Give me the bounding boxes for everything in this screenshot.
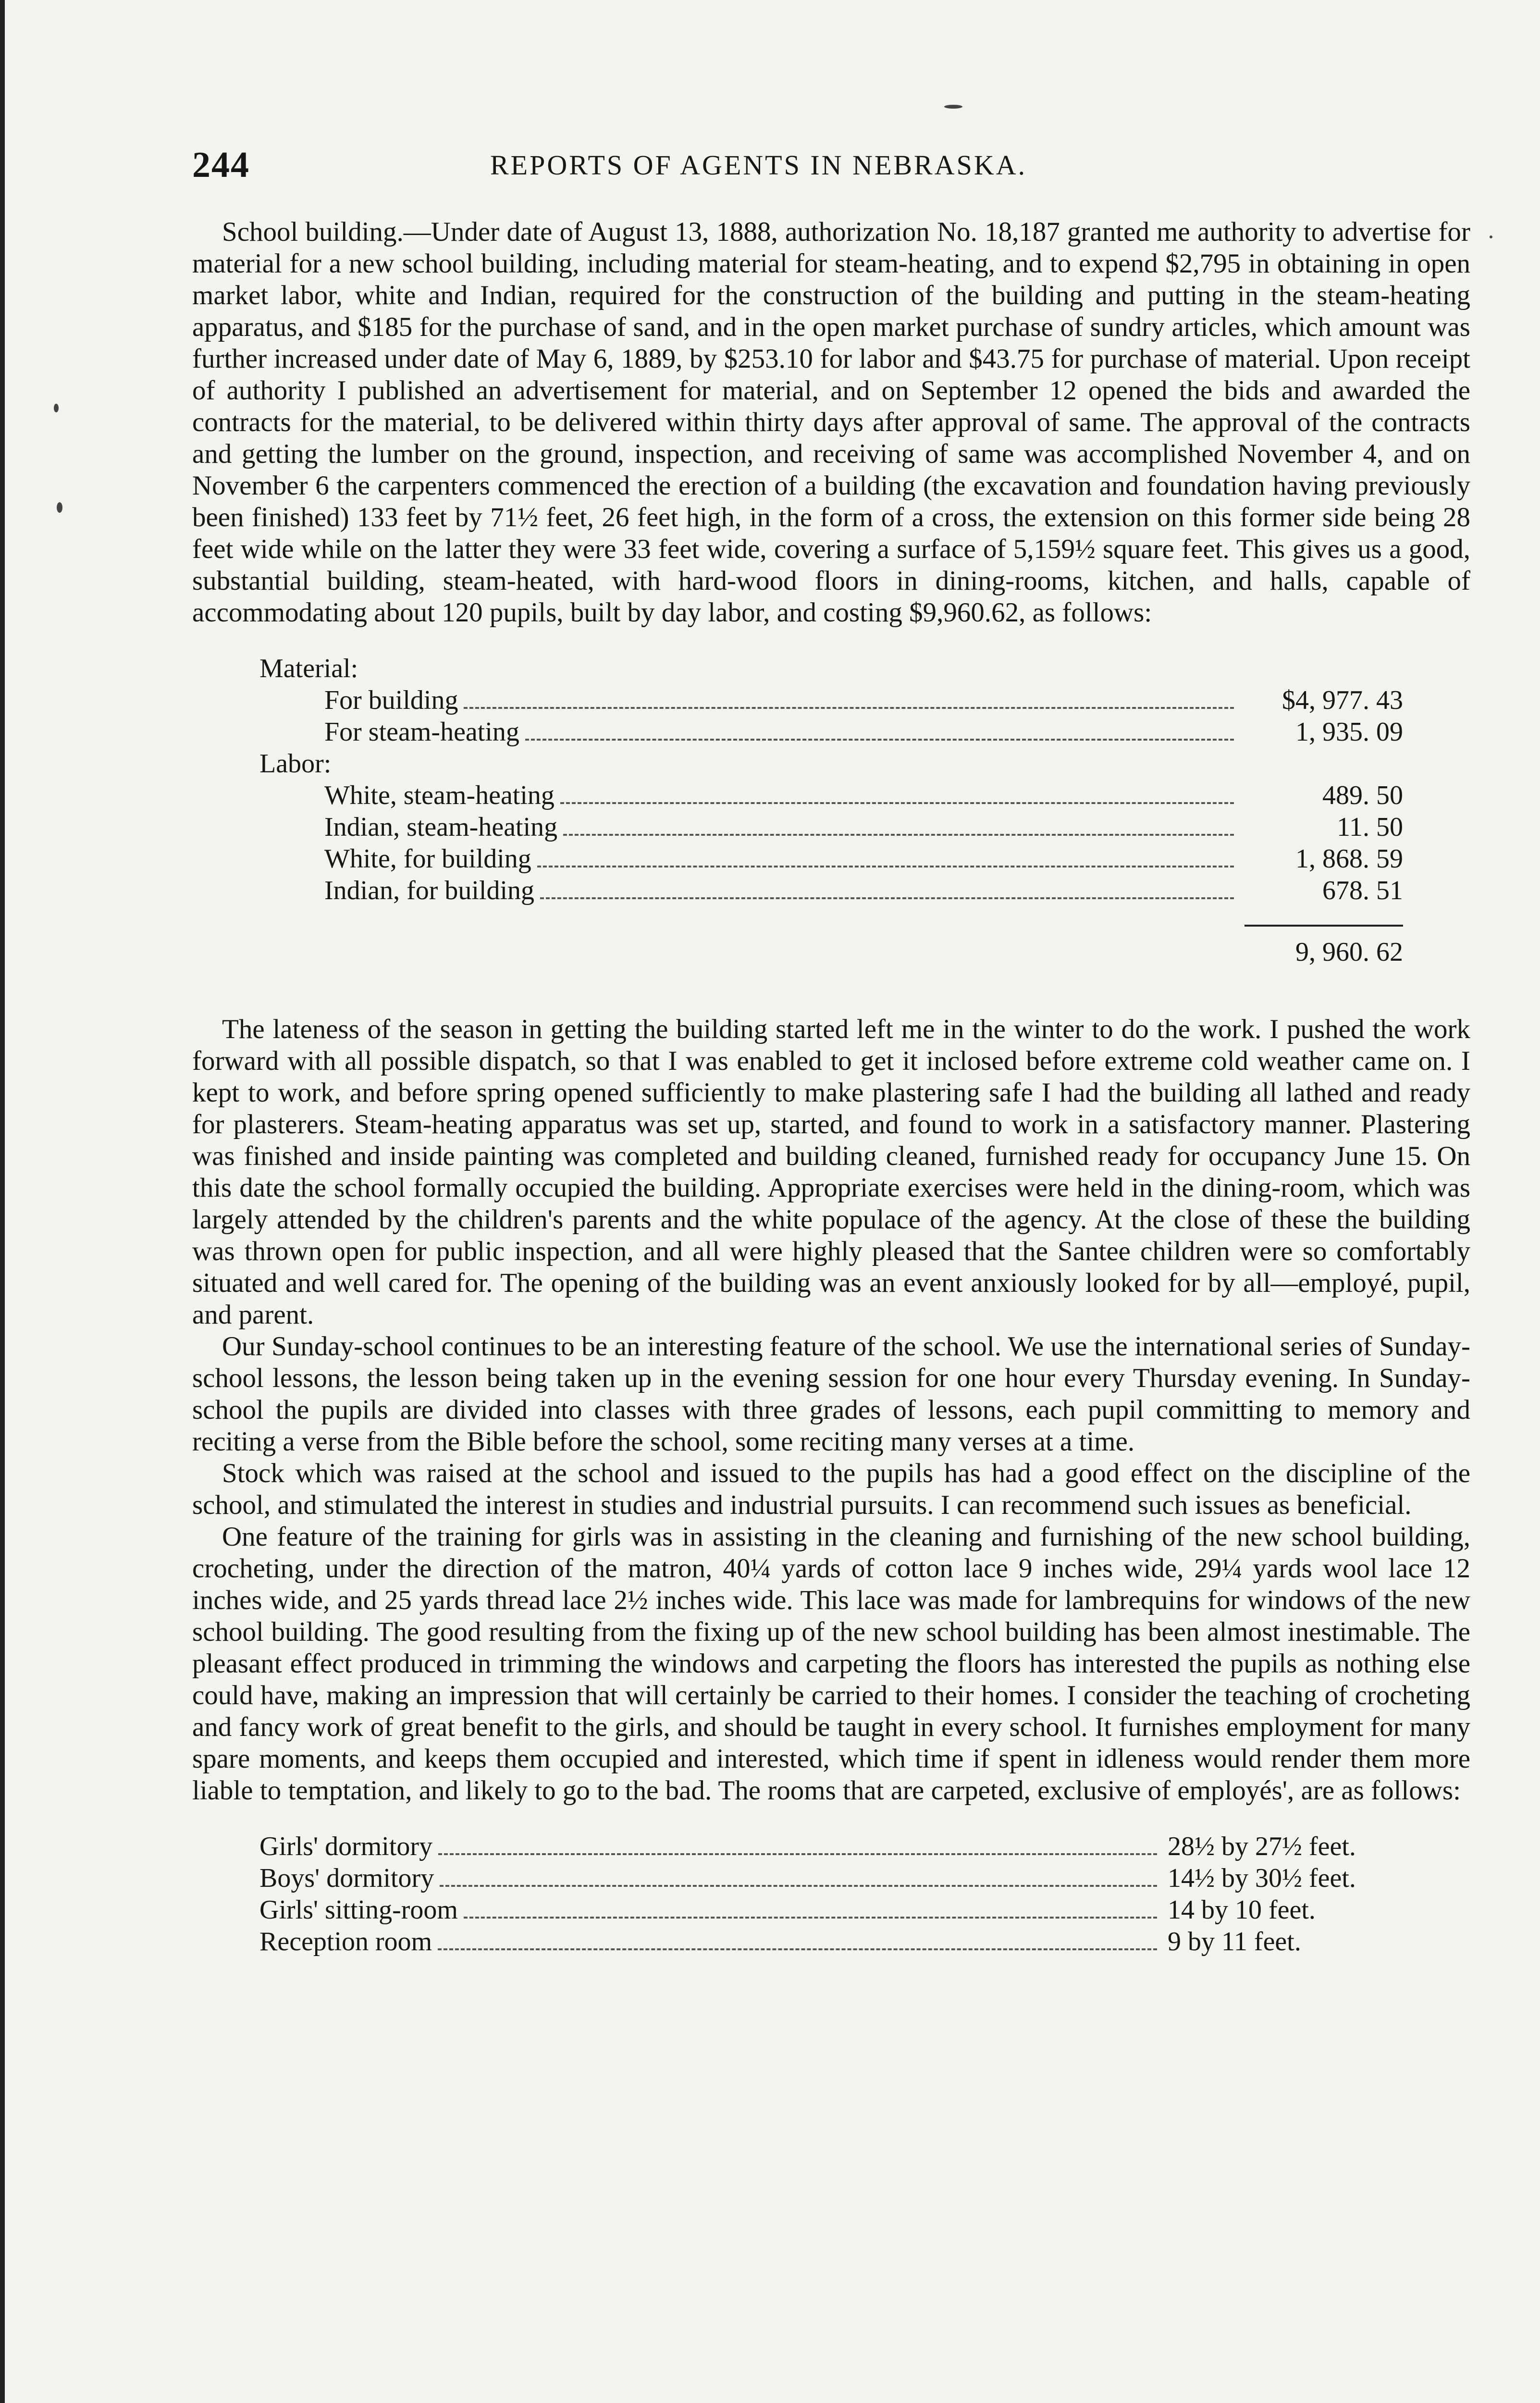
room-row	[259, 1926, 1403, 1957]
cost-row-label: White, for building	[324, 844, 531, 874]
leader-dots	[464, 1917, 1157, 1919]
cost-row-value: 1, 935. 09	[1295, 717, 1403, 747]
paragraph-sunday-school: Our Sunday-school continues to be an interesting feature of the school. We use the international series of Sunday-school lessons, the lesson being taken up in the evening session for one hour every Thursday evening. In Sunday-school the pupils are divided into classes with three grades of lessons, each pupil committing to memory and reciting a verse from the Bible before the school, some reciting many verses at a time.	[192, 1331, 1470, 1457]
room-dimensions: 28½ by 27½ feet.	[1168, 1832, 1356, 1861]
paragraph-building-progress: The lateness of the season in getting the building started left me in the winter to do the work. I pushed the work forward with all possible dispatch, so that I was enabled to get it inclosed before extreme cold weather came on. I kept to work, and before spring opened sufficiently to make plastering safe I had the building all lathed and ready for plasterers. Steam-heating apparatus was set up, started, and found to work in a satisfactory manner. Plastering was finished and inside painting was completed and building cleaned, furnished ready for occupancy June 15. On this date the school formally occupied the building. Appropriate exercises were held in the dining-room, which was largely attended by the children's parents and the white populace of the agency. At the close of these the building was thrown open for public inspection, and all were highly pleased that the Santee children were so comfortably situated and well cared for. The opening of the building was an event anxiously looked for by all—employé, pupil, and parent.	[192, 1014, 1470, 1330]
room-dimensions: 14 by 10 feet.	[1168, 1895, 1316, 1925]
cost-row-value: 11. 50	[1337, 812, 1403, 842]
cost-group-heading-labor: Labor:	[259, 749, 332, 779]
room-dimensions: 9 by 11 feet.	[1168, 1927, 1301, 1957]
total-rule	[1244, 925, 1403, 927]
cost-row-label: Indian, for building	[324, 876, 535, 905]
cost-row	[259, 811, 1403, 843]
cost-total: 9, 960. 62	[1295, 937, 1403, 967]
leader-dots	[563, 834, 1234, 836]
leader-dots	[438, 1853, 1157, 1855]
cost-group-heading-material: Material:	[259, 654, 358, 683]
leader-dots	[537, 866, 1234, 867]
cost-table	[259, 653, 1403, 968]
paragraph-stock: Stock which was raised at the school and issued to the pupils has had a good effect on the discipline of the school, and stimulated the interest in studies and industrial pursuits. I can recommend such issues as beneficial.	[192, 1458, 1470, 1520]
page-left-edge	[0, 0, 5, 2403]
page-content	[192, 144, 1470, 1957]
leader-dots	[560, 802, 1234, 804]
leader-dots	[464, 707, 1234, 709]
room-row	[259, 1894, 1403, 1926]
cost-row-value: 489. 50	[1322, 780, 1403, 810]
room-table	[259, 1831, 1403, 1957]
room-label: Girls' dormitory	[259, 1832, 433, 1861]
leader-dots	[440, 1885, 1157, 1887]
cost-row-label: Indian, steam-heating	[324, 812, 558, 842]
body-text-block	[192, 1014, 1470, 1807]
cost-row-label: For building	[324, 685, 458, 715]
cost-row	[259, 843, 1403, 875]
cost-row-value: $4, 977. 43	[1282, 685, 1403, 715]
room-row	[259, 1831, 1403, 1862]
leader-dots	[525, 739, 1234, 741]
cost-row-value: 1, 868. 59	[1295, 844, 1403, 874]
cost-row	[259, 716, 1403, 748]
page-number: 244	[192, 145, 250, 185]
cost-row-label: For steam-heating	[324, 717, 519, 747]
running-head: REPORTS OF AGENTS IN NEBRASKA.	[490, 149, 1027, 181]
cost-row-value: 678. 51	[1322, 876, 1403, 905]
room-label: Reception room	[259, 1927, 432, 1957]
leader-dots	[540, 897, 1234, 899]
leader-dots	[438, 1948, 1157, 1950]
room-label: Girls' sitting-room	[259, 1895, 458, 1925]
cost-row	[259, 780, 1403, 811]
room-row	[259, 1862, 1403, 1894]
cost-row-label: White, steam-heating	[324, 780, 554, 810]
cost-row	[259, 875, 1403, 906]
paragraph-school-building: School building.—Under date of August 13, 1888, authorization No. 18,187 granted me authority to advertise for material for a new school building, including material for steam-heating, and to expend $2,795 in obtaining in open market labor, white and Indian, required for the construction of the building and putting in the steam-heating apparatus, and $185 for the purchase of sand, and in the open market purchase of sundry articles, which amount was further increased under date of May 6, 1889, by $253.10 for labor and $43.75 for purchase of material. Upon receipt of authority I published an advertisement for material, and on September 12 opened the bids and awarded the contracts for the material, to be delivered within thirty days after approval of same. The approval of the contracts and getting the lumber on the ground, inspection, and receiving of same was accomplished November 4, and on November 6 the carpenters commenced the erection of a building (the excavation and foundation having previously been finished) 133 feet by 71½ feet, 26 feet high, in the form of a cross, the extension on this former side being 28 feet wide while on the latter they were 33 feet wide, covering a surface of 5,159½ square feet. This gives us a good, substantial building, steam-heated, with hard-wood floors in dining-rooms, kitchen, and halls, capable of accommodating about 120 pupils, built by day labor, and costing $9,960.62, as follows:	[192, 217, 1470, 628]
page-header	[192, 144, 1470, 187]
room-label: Boys' dormitory	[259, 1863, 434, 1893]
room-dimensions: 14½ by 30½ feet.	[1168, 1863, 1356, 1893]
cost-row	[259, 684, 1403, 716]
paragraph-girls-training: One feature of the training for girls was in assisting in the cleaning and furnishing of the new school building, crocheting, under the direction of the matron, 40¼ yards of cotton lace 9 inches wide, 29¼ yards wool lace 12 inches wide, and 25 yards thread lace 2½ inches wide. This lace was made for lambrequins for windows of the new school building. The good resulting from the fixing up of the new school building has been almost inestimable. The pleasant effect produced in trimming the windows and carpeting the floors has interested the pupils as nothing else could have, making an impression that will certainly be carried to their homes. I consider the teaching of crocheting and fancy work of great benefit to the girls, and should be taught in every school. It furnishes employment for many spare moments, and keeps them occupied and interested, which time if spent in idleness would render them more liable to temptation, and likely to go to the bad. The rooms that are carpeted, exclusive of employés', are as follows:	[192, 1522, 1470, 1806]
